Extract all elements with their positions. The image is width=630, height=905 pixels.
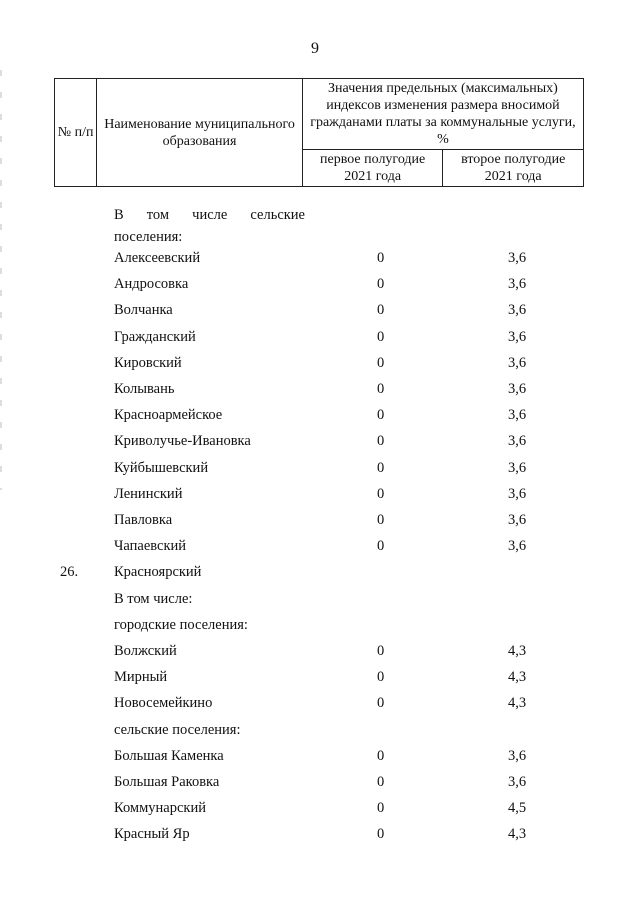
row-name: В том числе: [114,590,193,607]
row-name: Ленинский [114,485,183,502]
row-second-half-value: 3,6 [508,774,527,790]
row-name: Колывань [114,381,175,397]
row-name: Большая Раковка [114,774,220,790]
row-name: Красноармейское [114,407,223,424]
row-first-half-value: 0 [377,512,385,528]
table-row [0,299,630,321]
row-second-half-value: 3,6 [508,381,527,397]
row-first-half-value: 0 [377,774,385,790]
row-first-half-value: 0 [377,826,385,843]
table-row [0,404,630,426]
table-row [0,273,630,295]
table-row [0,823,630,845]
row-first-half-value: 0 [377,459,385,476]
row-name: Алексеевский [114,250,201,266]
row-name: Павловка [114,512,173,528]
row-second-half-value: 4,3 [508,695,527,712]
table-row [0,535,630,557]
row-name: Андросовка [114,276,189,293]
table-row [0,457,630,479]
row-second-half-value: 4,3 [508,826,527,843]
intro-word: том [146,207,170,223]
row-name: Большая Каменка [114,747,224,764]
row-first-half-value: 0 [377,407,385,424]
table-row [0,588,630,610]
table-row [0,771,630,793]
row-first-half-value: 0 [377,381,385,397]
row-name: Чапаевский [114,538,187,555]
row-second-half-value: 3,6 [508,485,527,502]
table-row [0,745,630,767]
table-row [0,614,630,636]
row-first-half-value: 0 [377,302,385,319]
row-name: Красный Яр [114,826,190,843]
row-first-half-value: 0 [377,433,385,450]
intro-line-2: поселения: [114,229,183,245]
table-row [0,509,630,531]
row-name: Волжский [114,643,177,659]
row-first-half-value: 0 [377,669,385,686]
table-row [0,378,630,400]
table-header [54,78,584,187]
header-first-half: первое полугодие 2021 года [302,150,443,187]
row-name: Куйбышевский [114,459,209,476]
table-row [0,719,630,741]
row-name: Коммунарский [114,800,206,817]
row-second-half-value: 3,6 [508,459,527,476]
row-name: Красноярский [114,564,202,581]
header-col-values: Значения предельных (максимальных) индексов изменения размера вносимой гражданами платы за коммунальные услуги, % [302,79,583,150]
table-row [0,640,630,662]
intro-word: сельские [250,207,305,223]
row-number: 26. [60,564,79,581]
intro-word: В [114,207,124,223]
row-second-half-value: 4,3 [508,669,527,686]
row-second-half-value: 3,6 [508,328,527,345]
intro-text [114,204,305,248]
page-number: 9 [311,40,319,57]
table-row [0,797,630,819]
row-second-half-value: 3,6 [508,354,527,371]
row-second-half-value: 4,3 [508,643,527,659]
row-name: городские поселения: [114,616,248,633]
intro-word: числе [192,207,228,223]
row-first-half-value: 0 [377,747,385,764]
table-row [0,352,630,374]
row-name: Криволучье-Ивановка [114,433,251,450]
table-row [0,247,630,269]
row-name: Волчанка [114,302,173,319]
row-first-half-value: 0 [377,276,385,293]
row-first-half-value: 0 [377,695,385,712]
row-second-half-value: 3,6 [508,512,527,528]
row-second-half-value: 3,6 [508,433,527,450]
row-second-half-value: 3,6 [508,276,527,293]
row-second-half-value: 3,6 [508,747,527,764]
row-first-half-value: 0 [377,250,385,266]
row-name: сельские поселения: [114,721,241,738]
table-row [0,692,630,714]
row-second-half-value: 3,6 [508,407,527,424]
row-first-half-value: 0 [377,328,385,345]
row-name: Кировский [114,354,182,371]
table-row [0,326,630,348]
row-second-half-value: 3,6 [508,302,527,319]
table-row [0,483,630,505]
row-second-half-value: 3,6 [508,250,527,266]
table-row [0,430,630,452]
row-second-half-value: 3,6 [508,538,527,555]
row-first-half-value: 0 [377,538,385,555]
row-first-half-value: 0 [377,354,385,371]
row-first-half-value: 0 [377,485,385,502]
header-col-name: Наименование муниципального образования [97,79,303,187]
header-second-half: второе полугодие 2021 года [443,150,584,187]
row-first-half-value: 0 [377,800,385,817]
row-name: Гражданский [114,328,196,345]
row-second-half-value: 4,5 [508,800,527,817]
row-name: Мирный [114,669,168,686]
table-row [0,666,630,688]
header-col-num: № п/п [55,79,97,187]
table-row [0,561,630,583]
row-name: Новосемейкино [114,695,213,712]
row-first-half-value: 0 [377,643,385,659]
